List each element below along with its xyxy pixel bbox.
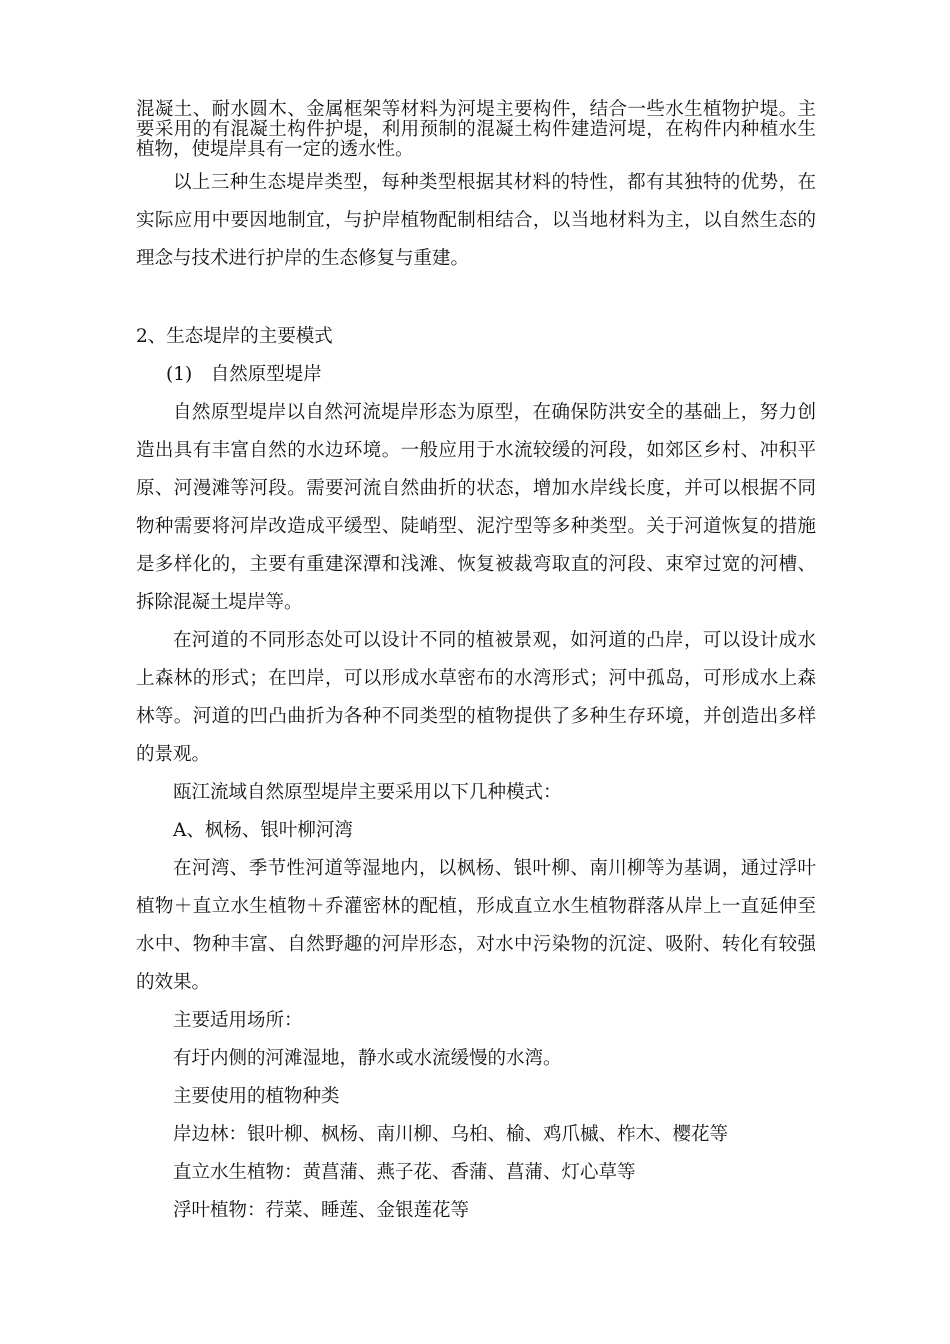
mode-heading: A、枫杨、银叶柳河湾	[173, 820, 353, 841]
document-body	[136, 100, 816, 1230]
section-heading: 2、生态堤岸的主要模式	[136, 326, 333, 347]
paragraph-natural-bank: 自然原型堤岸以自然河流堤岸形态为原型，在确保防洪安全的基础上，努力创造出具有丰富自然的水边环境。一般应用于水流较缓的河段，如郊区乡村、冲积平原、河漫滩等河段。需要河流自然曲折的状态，增加水岸线长度，并可以根据不同物种需要将河岸改造成平缓型、陡峭型、泥泞型等多种类型。关于河道恢复的措施是多样化的，主要有重建深潭和浅滩、恢复被裁弯取直的河段、束窄过宽的河槽、拆除混凝土堤岸等。	[136, 402, 816, 613]
paragraph-summary: 以上三种生态堤岸类型，每种类型根据其材料的特性，都有其独特的优势，在实际应用中要因地制宜，与护岸植物配制相结合，以当地材料为主，以自然生态的理念与技术进行护岸的生态修复与重建。	[136, 172, 816, 269]
applicable-sites-label: 主要适用场所：	[173, 1010, 303, 1031]
plant-list-floating: 浮叶植物：荇菜、睡莲、金银莲花等	[173, 1200, 470, 1221]
paragraph-mode-description: 在河湾、季节性河道等湿地内，以枫杨、银叶柳、南川柳等为基调，通过浮叶植物＋直立水生植物＋乔灌密林的配植，形成直立水生植物群落从岸上一直延伸至水中、物种丰富、自然野趣的河岸形态，对水中污染物的沉淀、吸附、转化有较强的效果。	[136, 858, 816, 993]
paragraph-landscape: 在河道的不同形态处可以设计不同的植被景观，如河道的凸岸，可以设计成水上森林的形式；在凹岸，可以形成水草密布的水湾形式；河中孤岛，可形成水上森林等。河道的凹凸曲折为各种不同类型的植物提供了多种生存环境，并创造出多样的景观。	[136, 630, 816, 765]
applicable-sites-text: 有圩内侧的河滩湿地，静水或水流缓慢的水湾。	[173, 1048, 562, 1069]
plant-list-shore-trees: 岸边林：银叶柳、枫杨、南川柳、乌桕、榆、鸡爪槭、柞木、樱花等	[173, 1124, 729, 1145]
subsection-heading: (1) 自然原型堤岸	[166, 364, 322, 385]
plant-list-emergent: 直立水生植物：黄菖蒲、燕子花、香蒲、菖蒲、灯心草等	[173, 1162, 636, 1183]
paragraph-modes-intro: 瓯江流域自然原型堤岸主要采用以下几种模式：	[173, 782, 562, 803]
plant-species-label: 主要使用的植物种类	[173, 1086, 340, 1107]
paragraph-materials: 混凝土、耐水圆木、金属框架等材料为河堤主要构件，结合一些水生植物护堤。主要采用的有混凝土构件护堤，利用预制的混凝土构件建造河堤，在构件内种植水生植物，使堤岸具有一定的透水性。	[136, 99, 816, 160]
